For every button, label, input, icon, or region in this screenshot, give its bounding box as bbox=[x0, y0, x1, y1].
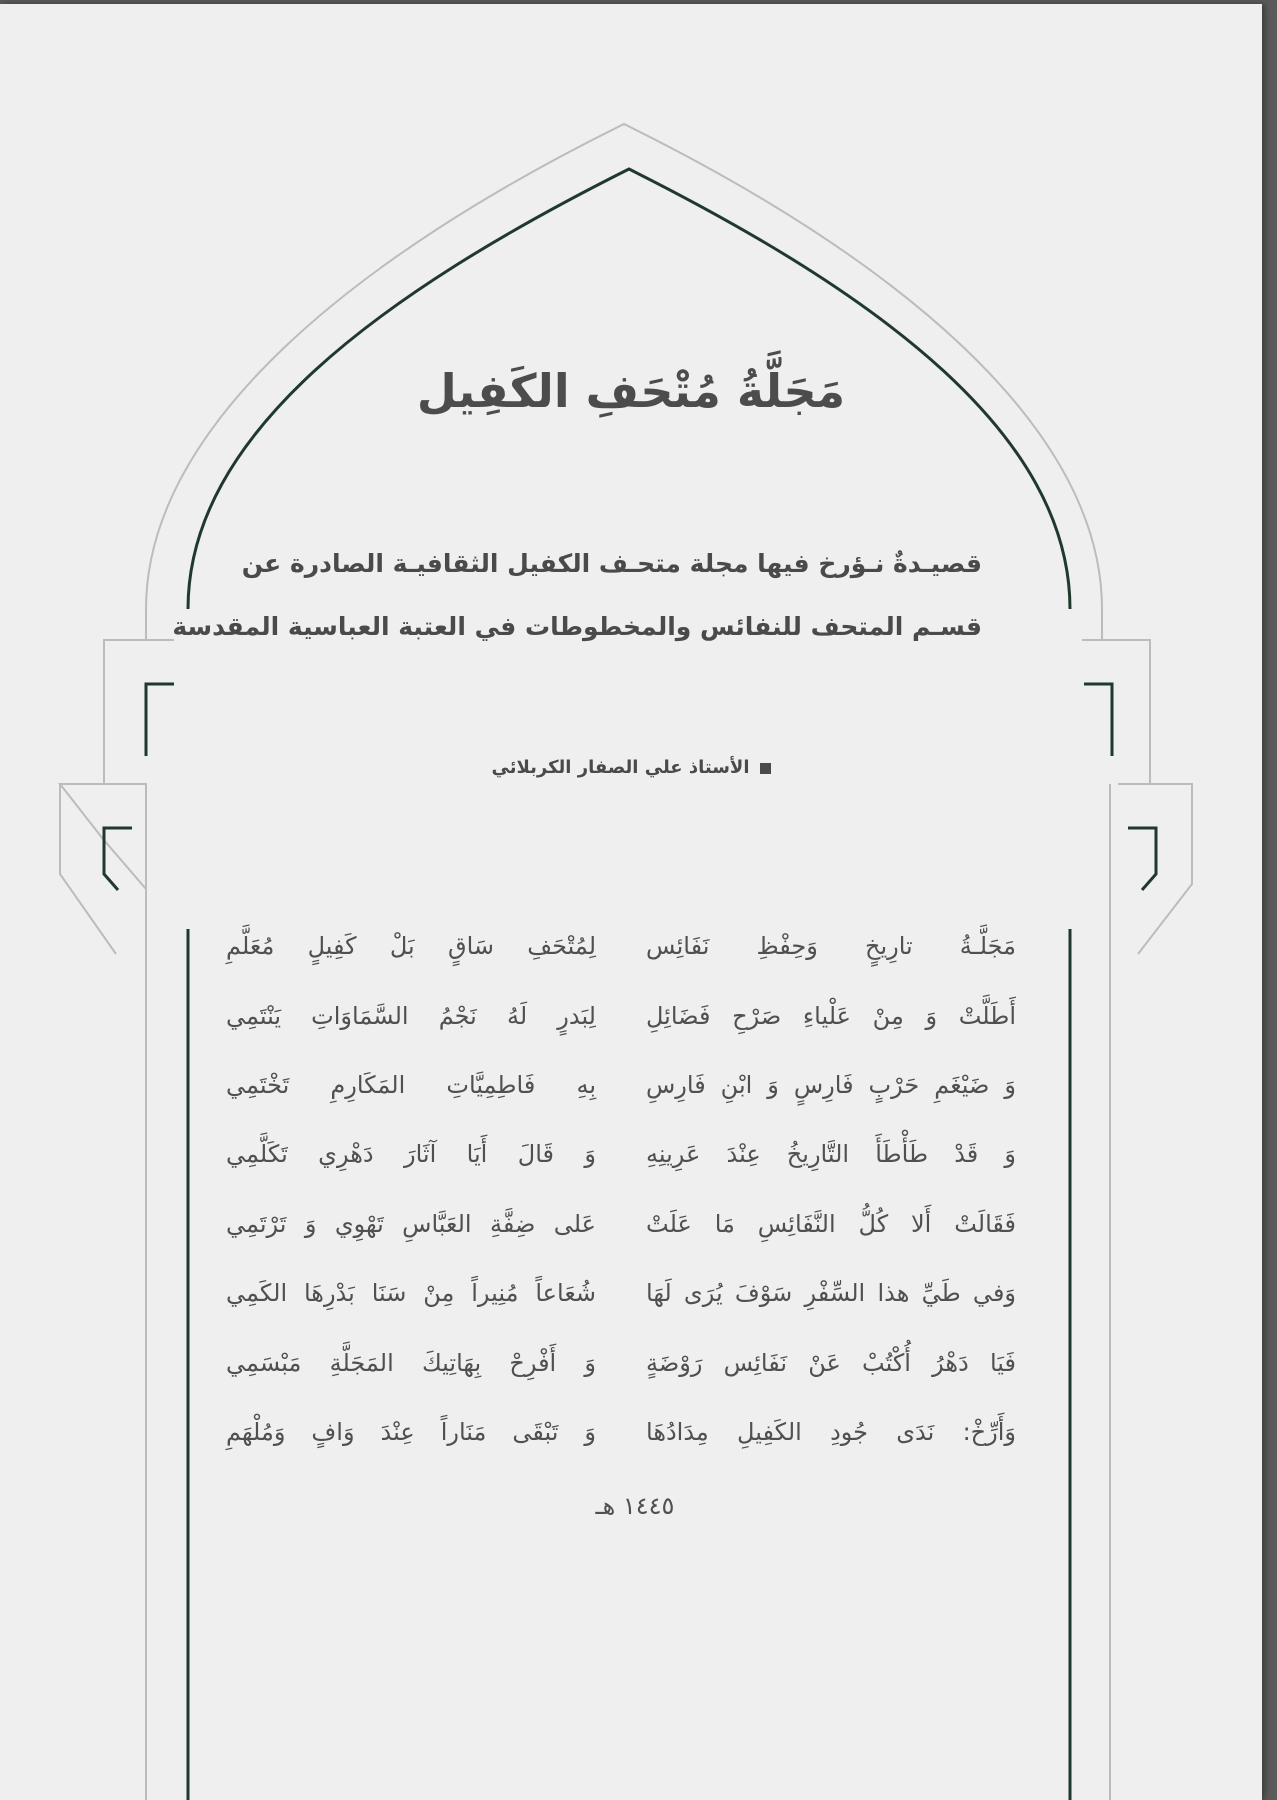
verse-second-hemistich: بِهِ فَاطِمِيَّاتِ المَكَارِمِ تَخْتَمِي bbox=[226, 1071, 596, 1099]
hijri-date: ١٤٤٥ هـ bbox=[595, 1492, 675, 1520]
verse-first-hemistich: وَفي طَيِّ هذا السِّفْرِ سَوْفَ يُرَى لَهَا bbox=[646, 1279, 1016, 1307]
verse-second-hemistich: عَلى ضِفَّةِ العَبَّاسِ تَهْوِي وَ تَرْتَمِي bbox=[226, 1210, 596, 1238]
verse-second-hemistich: شُعَاعاً مُنِيراً مِنْ سَنَا بَدْرِهَا الكَمِي bbox=[226, 1279, 596, 1307]
subtitle-line-1: قصيـدةٌ نـؤرخ فيها مجلة متحـف الكفيل الثقافيـة الصادرة عن bbox=[241, 549, 982, 578]
verse-first-hemistich: وَأَرِّخْ: نَدَى جُودِ الكَفِيلِ مِدَادُهَا bbox=[646, 1418, 1016, 1446]
verse-first-hemistich: فَقَالَتْ أَلا كُلُّ النَّفَائِسِ مَا عَلَتْ bbox=[646, 1210, 1016, 1238]
verse-first-hemistich: فَيَا دَهْرُ أُكْتُبْ عَنْ نَفَائِس رَوْضَةٍ bbox=[646, 1349, 1016, 1377]
magazine-page bbox=[0, 4, 1262, 1800]
verse-second-hemistich: لِبَدرٍ لَهُ نَجْمُ السَّمَاوَاتِ يَنْتَمِي bbox=[226, 1002, 596, 1030]
verse-first-hemistich: أَطَلَّتْ وَ مِنْ عَلْياءِ صَرْحِ فَضَائِلِ bbox=[646, 1002, 1016, 1030]
magazine-title: مَجَلَّةُ مُتْحَفِ الكَفِيل bbox=[416, 364, 846, 418]
verse-first-hemistich: مَجَلَّـةُ تارِيخٍ وَحِفْظِ نَفَائِس bbox=[646, 932, 1016, 960]
bullet-square-icon bbox=[760, 763, 771, 774]
verse-first-hemistich: وَ ضَيْغَمِ حَرْبٍ فَارِسٍ وَ ابْنِ فَارِسِ bbox=[646, 1071, 1016, 1099]
verse-first-hemistich: وَ قَدْ طَأْطَأَ التَّارِيخُ عِنْدَ عَرِينِهِ bbox=[646, 1140, 1016, 1168]
verse-second-hemistich: وَ قَالَ أَيَا آثَارَ دَهْرِي تَكَلَّمِي bbox=[226, 1140, 596, 1168]
subtitle-line-2: قسـم المتحف للنفائس والمخطوطات في العتبة العباسية المقدسة bbox=[172, 612, 982, 641]
arch-frame-ornament bbox=[0, 4, 1262, 1800]
author-name: الأستاذ علي الصفار الكربلائي bbox=[491, 757, 750, 778]
verse-second-hemistich: وَ تَبْقَى مَنَاراً عِنْدَ وَافٍ وَمُلْهَمِ bbox=[226, 1418, 596, 1446]
verse-second-hemistich: لِمُتْحَفِ سَاقٍ بَلْ كَفِيلٍ مُعَلَّمِ bbox=[226, 932, 596, 960]
verse-second-hemistich: وَ أَفْرِحْ بِهَاتِيكَ المَجَلَّةِ مَبْسَمِي bbox=[226, 1349, 596, 1377]
author-byline bbox=[0, 757, 1262, 778]
